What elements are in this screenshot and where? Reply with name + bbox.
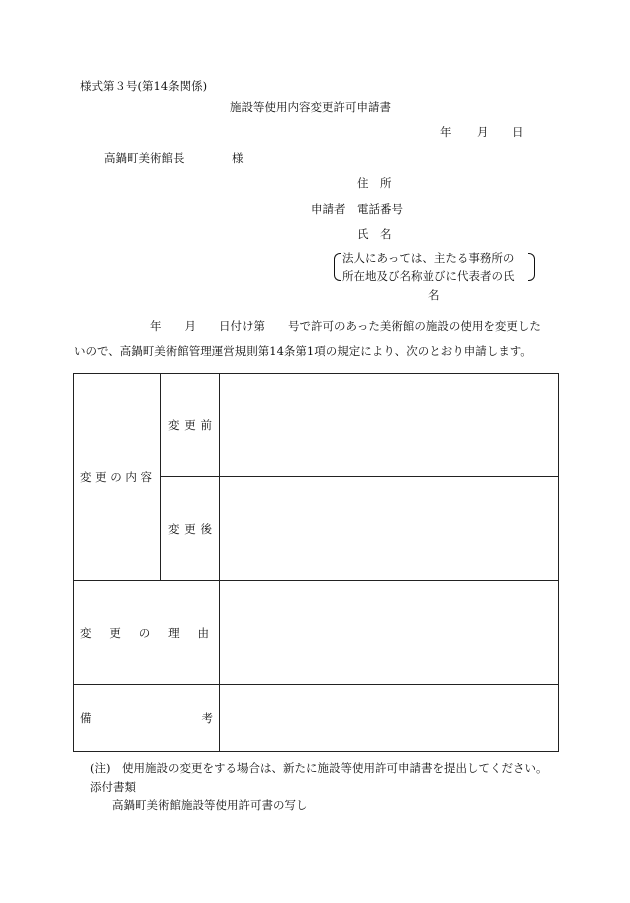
address-label: 住 所 — [357, 176, 392, 190]
form-number: 様式第３号(第14条関係) — [80, 79, 208, 93]
date-month: 月 — [477, 125, 489, 139]
corp-note-line2: 所在地及び名称並びに代表者の氏 — [342, 269, 515, 283]
name-label: 氏 名 — [357, 227, 392, 241]
attachment-heading: 添付書類 — [90, 780, 136, 794]
after-value-field[interactable] — [220, 477, 559, 581]
date-day: 日 — [512, 125, 524, 139]
note-text: (注) 使用施設の変更をする場合は、新たに施設等使用許可申請書を提出してください。 — [90, 761, 548, 775]
addressee-name: 高鍋町美術館長 — [104, 151, 185, 165]
applicant-label: 申請者 — [311, 202, 346, 216]
corp-note-line1: 法人にあっては、主たる事務所の — [342, 251, 515, 265]
content-label: 変 更 の 内 容 — [80, 470, 152, 484]
after-label-cell — [161, 477, 220, 581]
attachment-item: 高鍋町美術館施設等使用許可書の写し — [112, 798, 308, 812]
page-title: 施設等使用内容変更許可申請書 — [230, 100, 391, 114]
bracket-left — [334, 253, 341, 281]
body-line-2: いので、高鍋町美術館管理運営規則第14条第1項の規定により、次のとおり申請します。 — [74, 344, 532, 358]
remarks-value-field[interactable] — [220, 685, 559, 752]
before-label-cell — [161, 374, 220, 477]
remarks-label: 備 考 — [80, 711, 213, 725]
remarks-label-cell — [74, 685, 220, 752]
reason-label-cell — [74, 581, 220, 685]
phone-label: 電話番号 — [357, 202, 403, 216]
body-line-1: 年 月 日付け第 号で許可のあった美術館の施設の使用を変更した — [150, 319, 541, 333]
date-year: 年 — [440, 125, 452, 139]
before-label: 変 更 前 — [168, 418, 212, 432]
after-label: 変 更 後 — [168, 521, 212, 536]
change-form-table — [73, 373, 559, 752]
corp-note-line3: 名 — [428, 288, 440, 302]
content-label-cell — [74, 374, 161, 581]
reason-value-field[interactable] — [220, 581, 559, 685]
before-value-field[interactable] — [220, 374, 559, 477]
reason-label: 変 更 の 理 由 — [80, 625, 209, 640]
bracket-right — [528, 253, 535, 281]
addressee-honorific: 様 — [232, 151, 244, 165]
